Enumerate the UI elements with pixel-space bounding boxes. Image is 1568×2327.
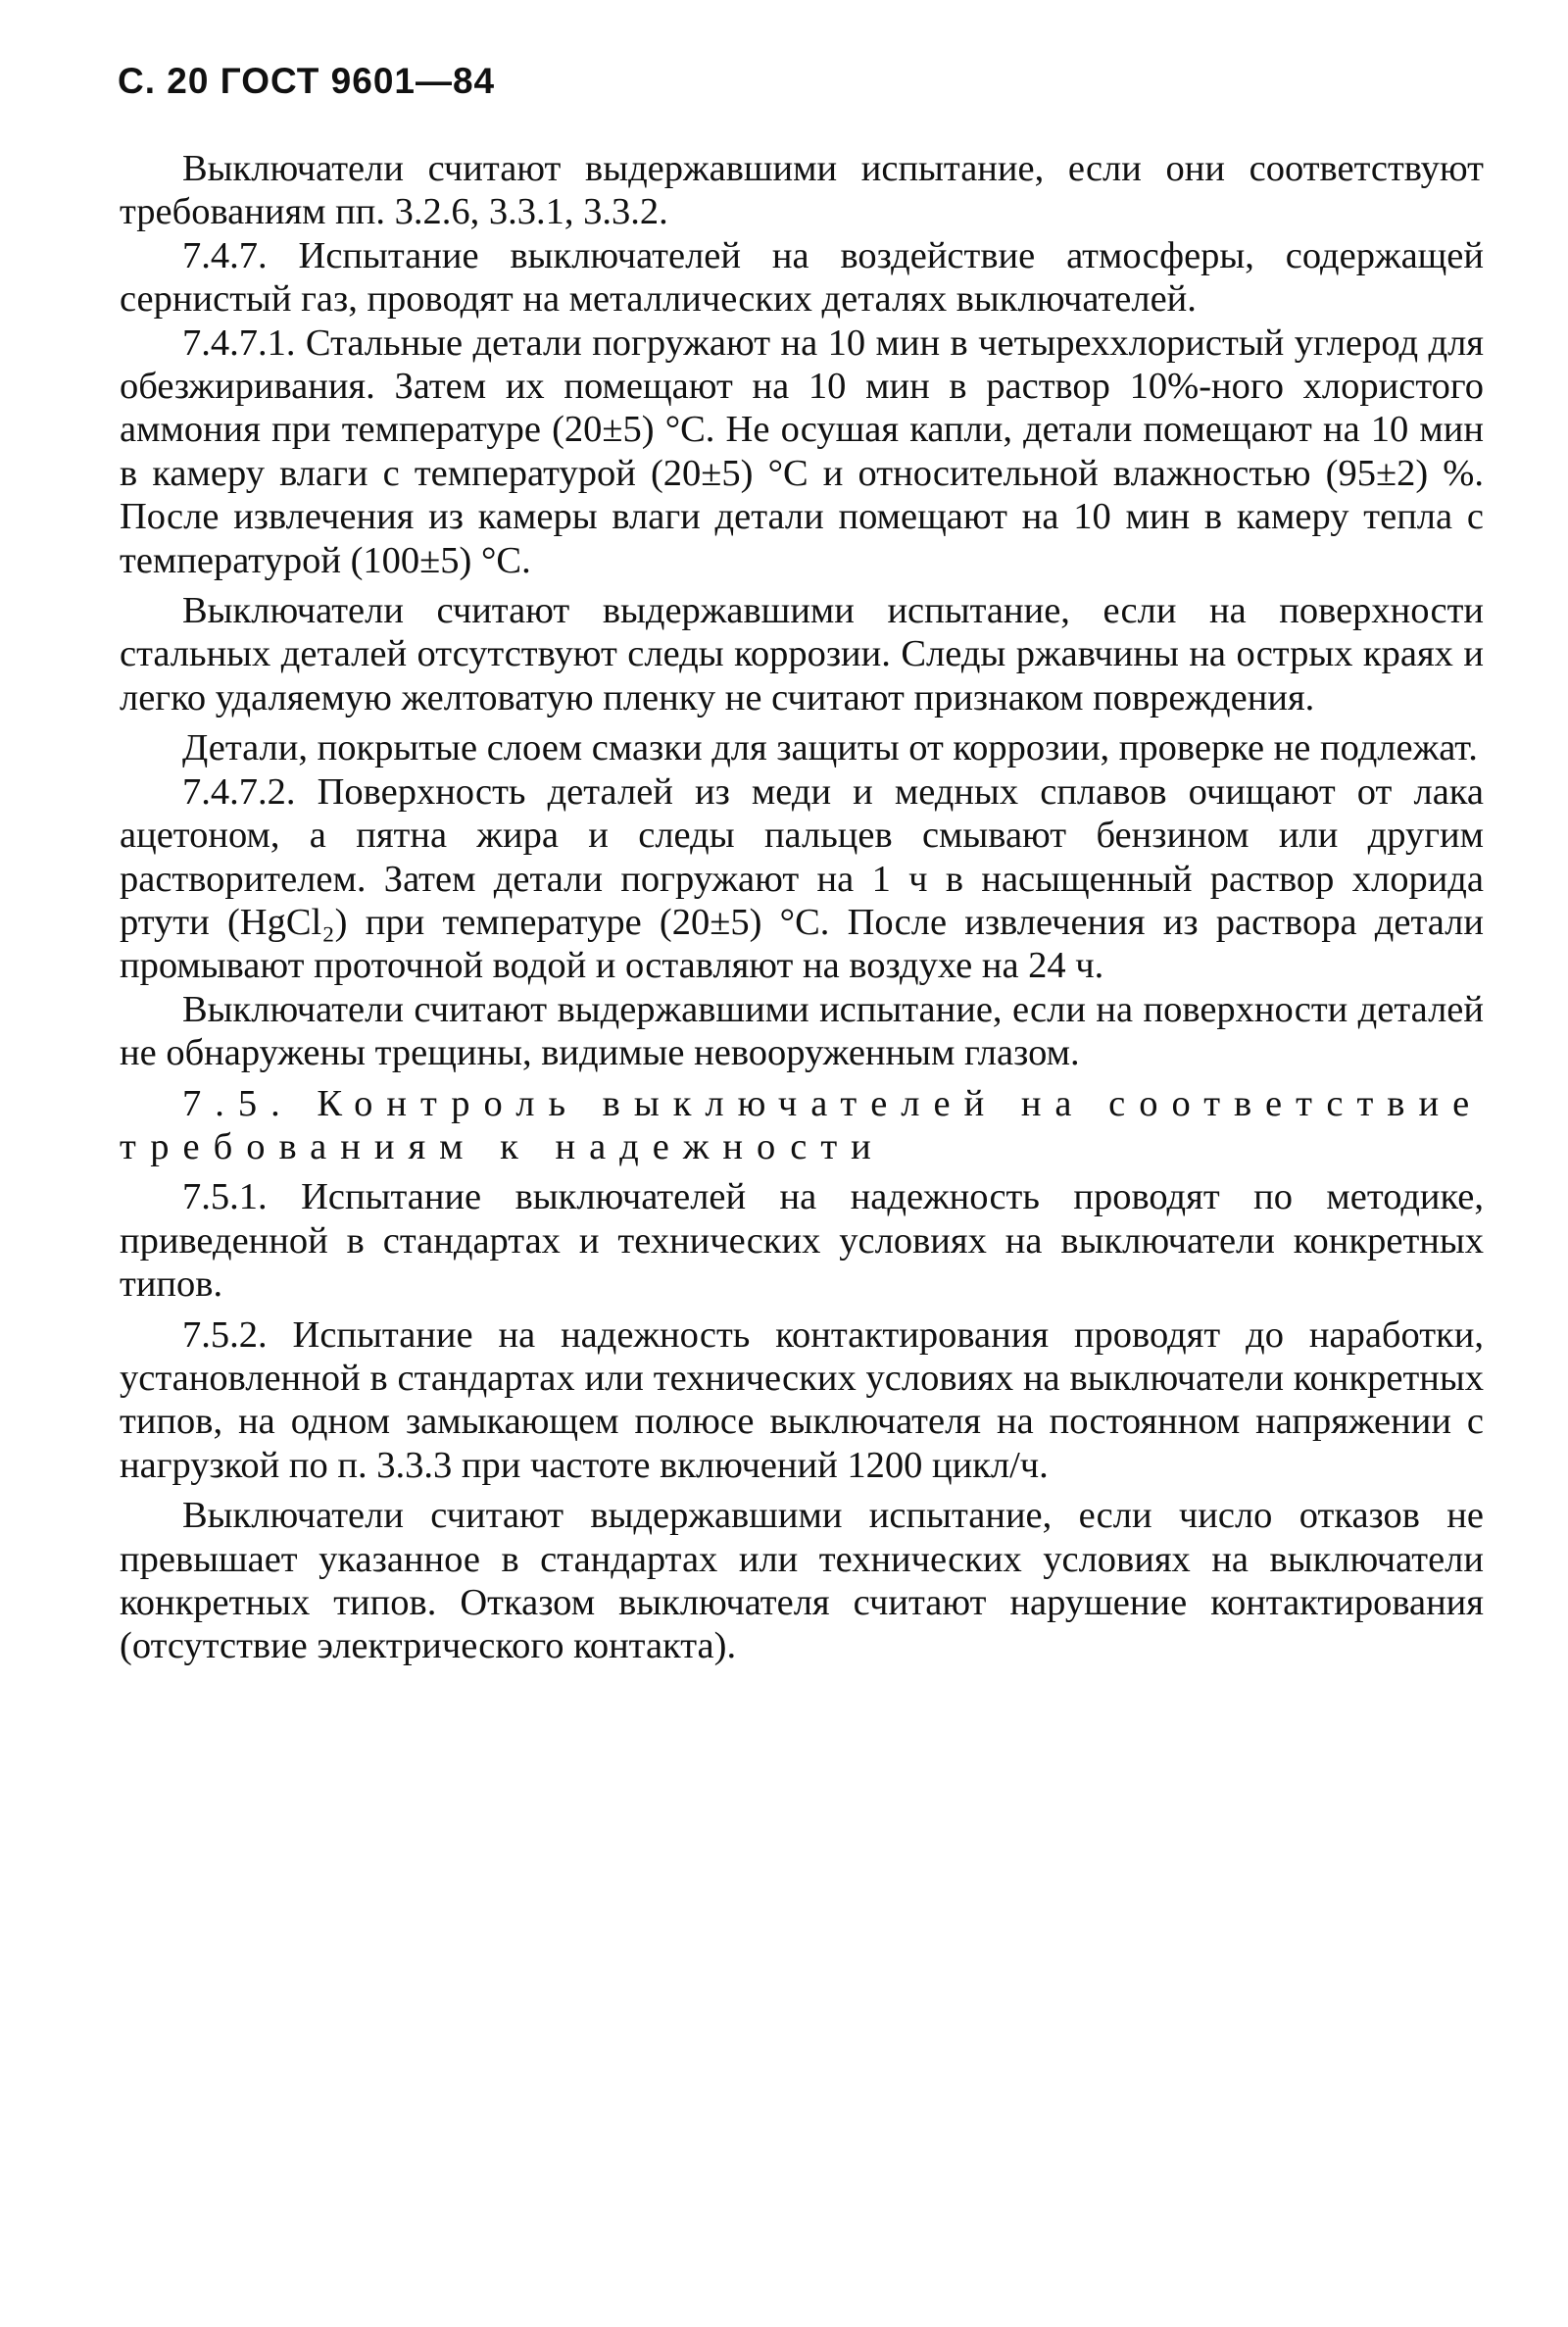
paragraph-7-5-2: 7.5.2. Испытание на надежность контактирования проводят до наработки, установленной в стандартах или технических условиях на выключатели конкретных типов, на одном замыкающем полюсе выключателя на постоянном напряжении с нагрузкой по п. 3.3.3 при частоте включений 1200 цикл/ч. <box>120 1313 1484 1486</box>
document-body <box>120 147 1484 1668</box>
paragraph-7-4-7-1: 7.4.7.1. Стальные детали погружают на 10 мин в четыреххлористый углерод для обезжиривания. Затем их помещают на 10 мин в раствор 10%-ного хлористого аммония при температуре (20±5) °С. Не осушая капли, детали помещают на 10 мин в камеру влаги с температурой (20±5) °С и относительной влажностью (95±2) %. После извлечения из камеры влаги детали помещают на 10 мин в камеру тепла с температурой (100±5) °С. <box>120 322 1484 581</box>
paragraph-7-4-7: 7.4.7. Испытание выключателей на воздействие атмосферы, содержащей сернистый газ, проводят на металлических деталях выключателей. <box>120 234 1484 321</box>
paragraph-lubricated-parts: Детали, покрытые слоем смазки для защиты от коррозии, проверке не подлежат. <box>182 727 1478 769</box>
paragraph-result-1: Выключатели считают выдержавшими испытание, если они соответствуют требованиям пп. 3.2.6, 3.3.1, 3.3.2. <box>120 148 1484 233</box>
paragraph-result-4: Выключатели считают выдержавшими испытание, если число отказов не превышает указанное в стандартах или технических условиях на выключатели конкретных типов. Отказом выключателя считают нарушение контактирования (отсутствие электрического контакта). <box>120 1495 1484 1667</box>
paragraph-result-3: Выключатели считают выдержавшими испытание, если на поверхности деталей не обнаружены трещины, видимые невооруженным глазом. <box>120 988 1484 1074</box>
section-heading-7-5: 7.5. Контроль выключателей на соответствие требованиям к надежности <box>120 1082 1484 1167</box>
page-header: С. 20 ГОСТ 9601—84 <box>118 61 496 101</box>
paragraph-7-5-1: 7.5.1. Испытание выключателей на надежность проводят по методике, приведенной в стандартах и технических условиях на выключатели конкретных типов. <box>120 1176 1484 1306</box>
paragraph-7-4-7-2: 7.4.7.2. Поверхность деталей из меди и медных сплавов очищают от лака ацетоном, а пятна жира и следы пальцев смывают бензином или другим растворителем. Затем детали погружают на 1 ч в насыщенный раствор хлорида ртути (HgCl₂) при температуре (20±5) °С. После извлечения из раствора детали промывают проточной водой и оставляют на воздухе на 24 ч. <box>120 770 1484 987</box>
paragraph-result-2: Выключатели считают выдержавшими испытание, если на поверхности стальных деталей отсутствуют следы коррозии. Следы ржавчины на острых краях и легко удаляемую желтоватую пленку не считают признаком повреждения. <box>120 590 1484 718</box>
